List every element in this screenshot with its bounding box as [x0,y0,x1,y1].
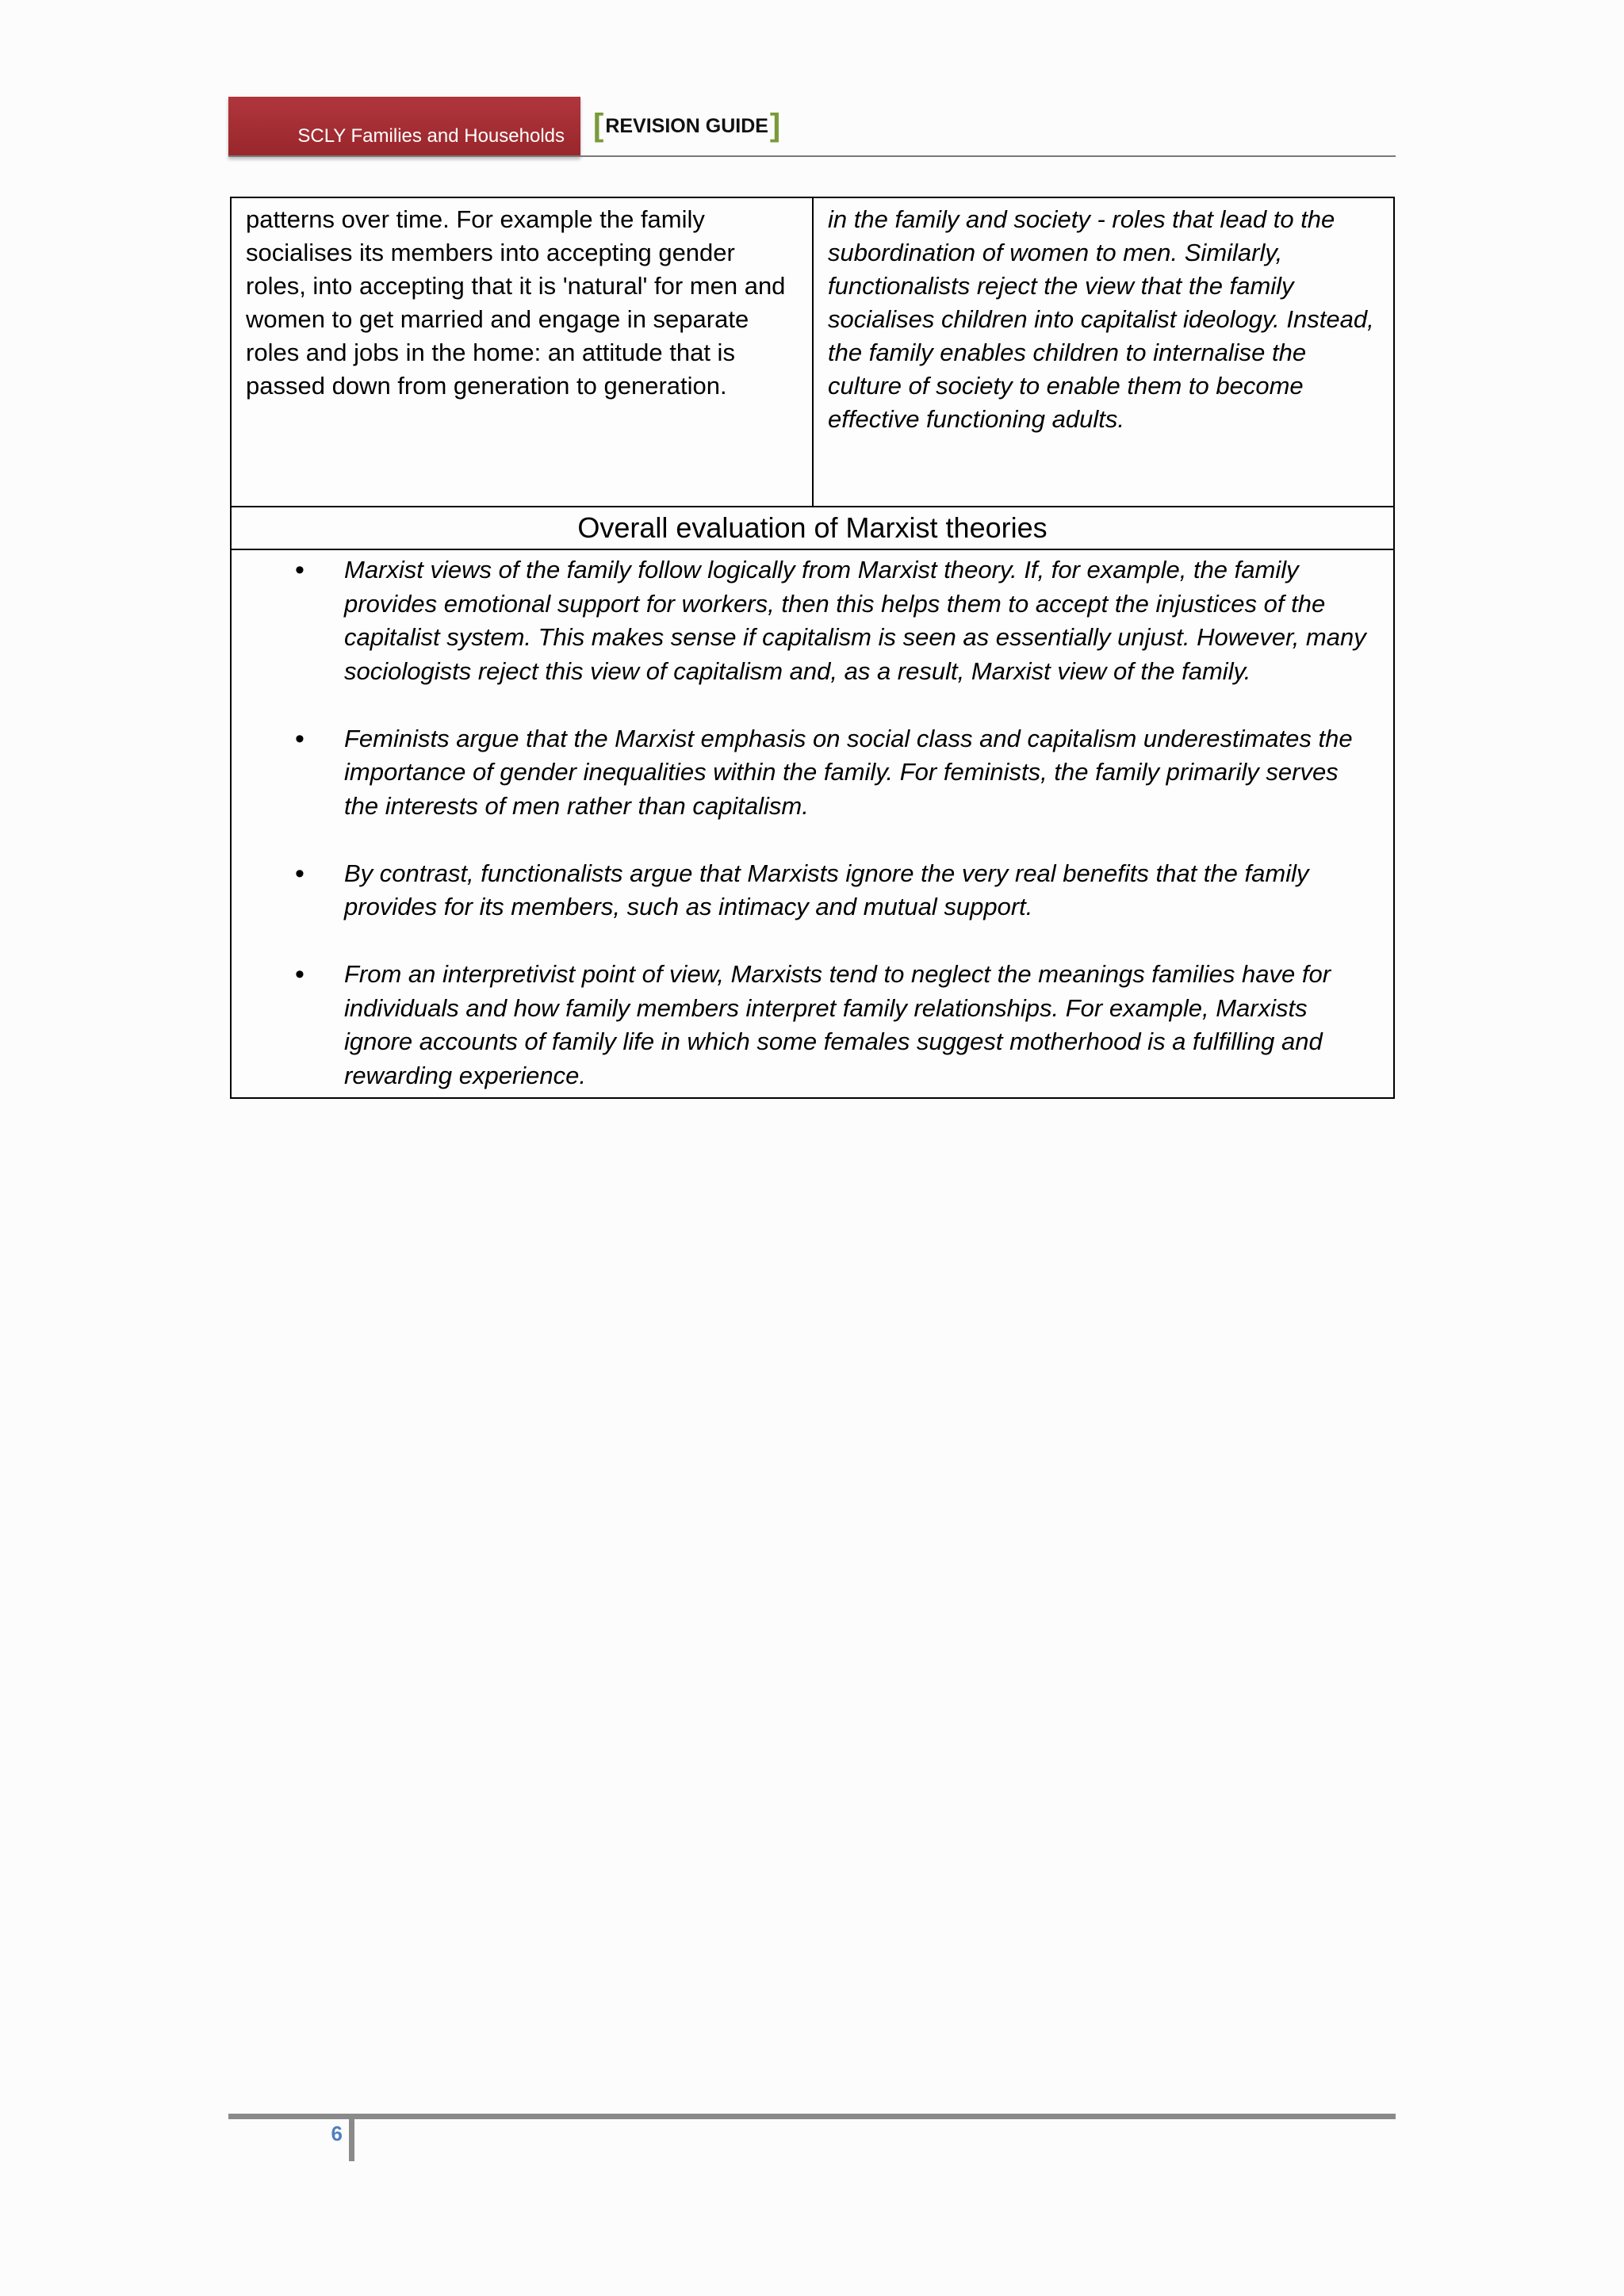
evaluation-point-text: By contrast, functionalists argue that Marxists ignore the very real benefits that the family provides for its members, such as intimacy and mutual support. [344,859,1309,920]
left-cell-text: patterns over time. For example the family socialises its members into accepting gender roles, into accepting that it is 'natural' for men and women to get married and engage in separate roles and jobs in the home: an attitude that is passed down from generation to generation. [232,198,814,506]
right-cell-text: in the family and society - roles that lead to the subordination of women to men. Similarly, functionalists reject the view that the family socialises children into capitalist ideology. Instead, the family enables children to internalise the culture of society to enable them to become effective functioning adults. [828,205,1374,433]
evaluation-point-text: Marxist views of the family follow logically from Marxist theory. If, for example, the family provides emotional support for workers, then this helps them to accept the injustices of the capitalist system. This makes sense if capitalism is seen as essentially unjust. However, many sociologists reject this view of capitalism and, as a result, Marxist view of the family. [344,556,1366,685]
bracket-open: [ [593,108,604,143]
footer-tick [349,2117,354,2161]
header-divider [228,155,1396,157]
evaluation-point [232,958,1379,1093]
evaluation-point [232,553,1379,688]
bullet-icon: • [295,959,304,989]
evaluation-point-text: Feminists argue that the Marxist emphasis on social class and capitalism underestimates the importance of gender inequalities within the family. For feminists, the family primarily serves the interests of men rather than capitalism. [344,724,1353,820]
content-table [230,197,1395,1099]
bullet-icon: • [295,555,304,585]
footer-divider [228,2114,1396,2119]
course-title: SCLY Families and Households [297,125,565,147]
evaluation-point [232,722,1379,824]
evaluation-body [232,550,1393,1097]
evaluation-point [232,857,1379,924]
guide-label: REVISION GUIDE [605,115,768,137]
page-number: 6 [331,2122,343,2145]
revision-guide-label [593,108,780,144]
bullet-icon: • [295,858,304,889]
evaluation-list [232,553,1379,1093]
evaluation-point-text: From an interpretivist point of view, Marxists tend to neglect the meanings families have for individuals and how family members interpret family relationships. For example, Marxists ignore accounts of family life in which some females suggest motherhood is a fulfilling and rewarding experience. [344,960,1331,1089]
bracket-close: ] [769,108,781,143]
evaluation-heading: Overall evaluation of Marxist theories [232,507,1393,550]
header-title-band [228,97,580,157]
comparison-row [232,198,1393,507]
bullet-icon: • [295,723,304,754]
